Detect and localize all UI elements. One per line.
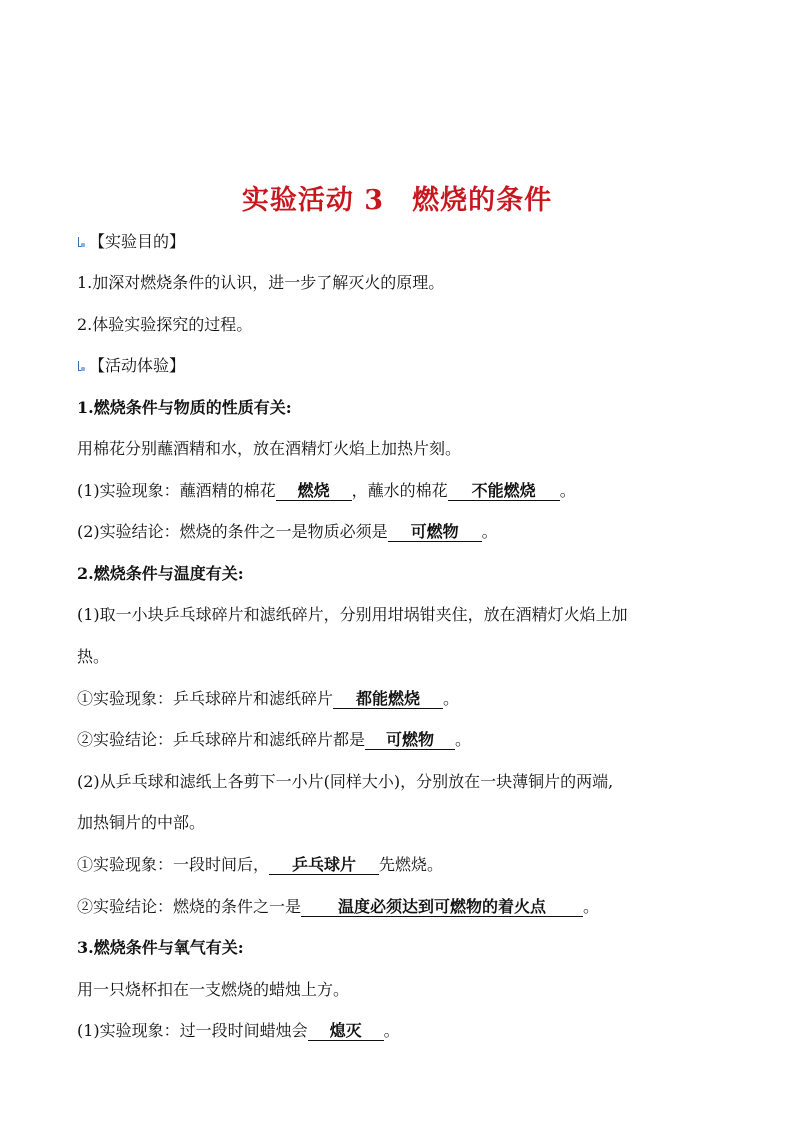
- part3-description: 用一只烧杯扣在一支燃烧的蜡烛上方。: [77, 980, 350, 999]
- section-heading-text: 【实验目的】: [89, 232, 186, 251]
- part2-step2-conclusion: [77, 897, 599, 917]
- section-marker-icon: [77, 361, 86, 372]
- section-heading-goal: [77, 232, 185, 252]
- answer-blank: 燃烧: [276, 482, 352, 501]
- section-heading-text: 【活动体验】: [89, 356, 186, 375]
- question-text: 。: [383, 1021, 400, 1040]
- part2-step2-observation: [77, 855, 443, 875]
- part1-question-2: [77, 522, 498, 542]
- answer-blank: 乒乓球片: [269, 856, 379, 875]
- part2-step1-text: (1)取一小块乒乓球碎片和滤纸碎片，分别用坩埚钳夹住，放在酒精灯火焰上加: [77, 605, 628, 624]
- question-text: (1)实验现象：过一段时间蜡烛会: [77, 1021, 308, 1040]
- goal-item: 1.加深对燃烧条件的认识，进一步了解灭火的原理。: [77, 273, 445, 292]
- part2-step1-observation: [77, 689, 459, 709]
- answer-blank: 可燃物: [388, 523, 482, 542]
- part3-question-1: [77, 1021, 400, 1041]
- question-text: 先燃烧。: [379, 855, 444, 874]
- answer-blank: 可燃物: [365, 731, 455, 750]
- part1-description: 用棉花分别蘸酒精和水，放在酒精灯火焰上加热片刻。: [77, 439, 462, 458]
- question-text: ②实验结论：乒乓球碎片和滤纸碎片都是: [77, 730, 366, 749]
- answer-blank: 熄灭: [308, 1022, 384, 1041]
- question-text: 。: [443, 689, 460, 708]
- question-text: ①实验现象：乒乓球碎片和滤纸碎片: [77, 689, 334, 708]
- part2-step1-text: 热。: [77, 647, 110, 666]
- part2-step2-text: (2)从乒乓球和滤纸上各剪下一小片(同样大小)，分别放在一块薄铜片的两端,: [77, 772, 614, 791]
- part1-heading: 1.燃烧条件与物质的性质有关:: [77, 398, 292, 417]
- part3-heading: 3.燃烧条件与氧气有关:: [77, 938, 244, 957]
- question-text: ①实验现象：一段时间后，: [77, 855, 270, 874]
- part2-heading: 2.燃烧条件与温度有关:: [77, 564, 244, 583]
- question-text: 。: [559, 481, 576, 500]
- answer-blank: 温度必须达到可燃物的着火点: [301, 898, 583, 917]
- page-title: 实验活动 3 燃烧的条件: [241, 185, 553, 216]
- answer-blank: 不能燃烧: [448, 482, 560, 501]
- question-text: ②实验结论：燃烧的条件之一是: [77, 897, 302, 916]
- section-marker-icon: [77, 237, 86, 248]
- question-text: 。: [455, 730, 472, 749]
- question-text: 。: [481, 522, 498, 541]
- question-text: (1)实验现象：蘸酒精的棉花: [77, 481, 276, 500]
- part2-step1-conclusion: [77, 730, 471, 750]
- answer-blank: 都能燃烧: [333, 690, 443, 709]
- question-text: 。: [583, 897, 600, 916]
- section-heading-activity: [77, 356, 185, 376]
- goal-item: 2.体验实验探究的过程。: [77, 315, 253, 334]
- question-text: (2)实验结论：燃烧的条件之一是物质必须是: [77, 522, 388, 541]
- question-text: ，蘸水的棉花: [351, 481, 448, 500]
- part2-step2-text: 加热铜片的中部。: [77, 813, 206, 832]
- part1-question-1: [77, 481, 576, 501]
